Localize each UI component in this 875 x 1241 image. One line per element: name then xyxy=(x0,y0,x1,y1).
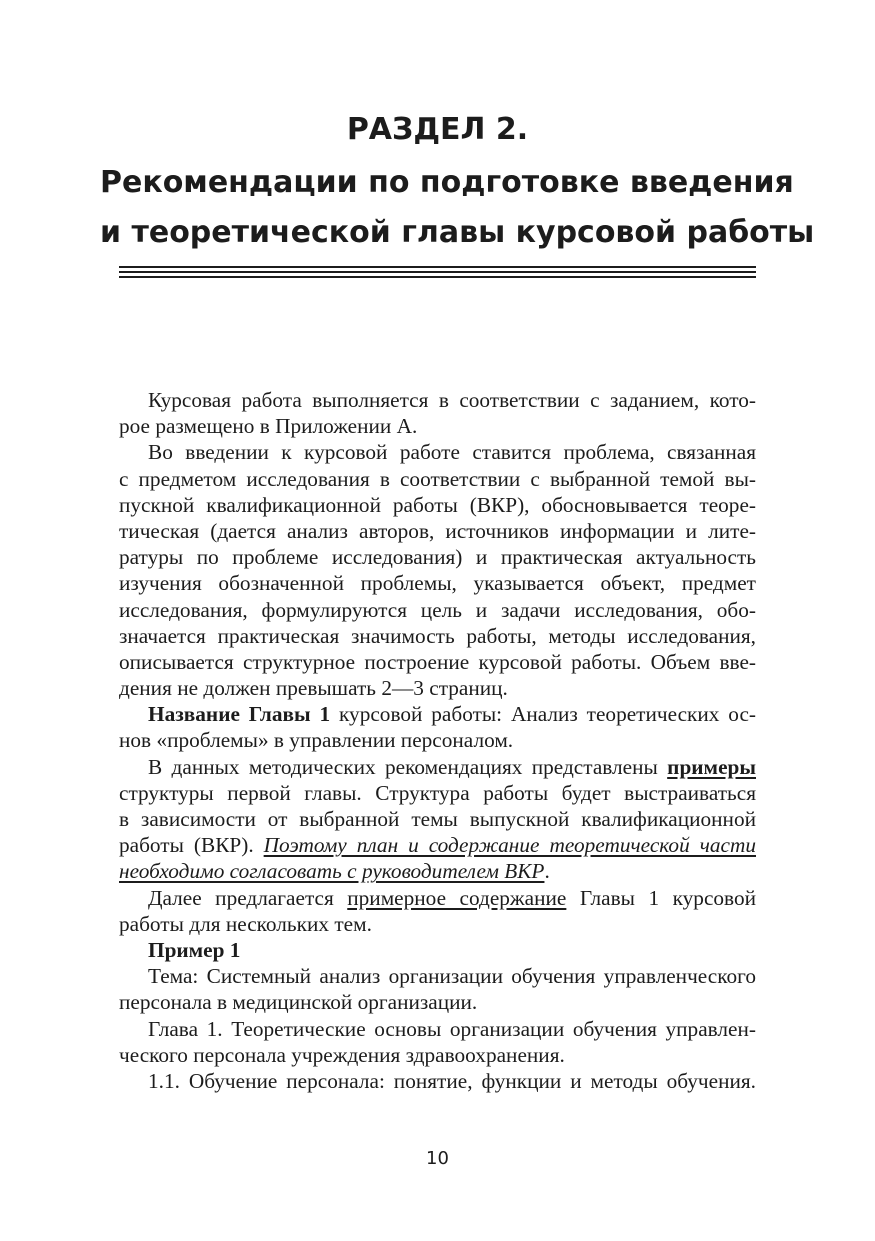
section-number: РАЗДЕЛ 2. xyxy=(346,112,529,147)
text-line: исследования, формулируются цель и задачи исследования, обо- xyxy=(119,597,756,622)
text-line xyxy=(119,754,756,780)
text-line: Курсовая работа выполняется в соответствии с заданием, кото- xyxy=(148,388,756,412)
paragraph xyxy=(119,885,756,937)
text-line: значается практическая значимость работы, методы исследования, xyxy=(119,623,756,648)
text-line: ческого персонала учреждения здравоохранения. xyxy=(119,1042,565,1067)
text-line: изучения обозначенной проблемы, указывается объект, предмет xyxy=(119,571,756,596)
text-line: ратуры по проблеме исследования) и практическая актуальность xyxy=(119,545,756,570)
text-line: работы для нескольких тем. xyxy=(119,911,372,936)
section-title-line: Рекомендации по подготовке введения xyxy=(100,165,794,200)
italic-note: необходимо согласовать с руководителем ВКР xyxy=(119,859,545,884)
text-line: дения не должен превышать 2—3 страниц. xyxy=(119,676,508,701)
text-line: пускной квалификационной работы (ВКР), обосновывается теоре- xyxy=(119,492,756,517)
text-line: в зависимости от выбранной темы выпускной квалификационной xyxy=(119,807,756,831)
divider xyxy=(119,276,756,278)
text-fragment: Главы 1 курсовой xyxy=(566,885,756,910)
example-block xyxy=(119,937,756,1094)
text-fragment: Далее предлагается xyxy=(148,885,348,910)
body-text xyxy=(119,387,756,1094)
italic-note: Поэтому план и содержание теоретической части xyxy=(263,833,756,858)
emphasized-word: примеры xyxy=(667,754,756,779)
divider xyxy=(119,266,756,268)
paragraph-chapter-name xyxy=(119,701,756,753)
underlined-phrase: примерное содержание xyxy=(347,885,567,910)
divider xyxy=(119,271,756,273)
paragraph xyxy=(119,387,756,439)
text-line xyxy=(119,885,756,911)
chapter-name-label: Название Главы 1 xyxy=(148,702,331,727)
text-line: описывается структурное построение курсовой работы. Объем вве- xyxy=(119,649,756,674)
list-item: 1.1. Обучение персонала: понятие, функции и методы обучения. xyxy=(148,1068,756,1093)
text-fragment: В данных методических рекомендациях представлены xyxy=(148,754,668,779)
text-line: Тема: Системный анализ организации обучения управленческого xyxy=(148,964,756,989)
example-title: Пример 1 xyxy=(148,937,241,962)
text-line xyxy=(119,701,756,727)
text-line: тическая (дается анализ авторов, источников информации и лите- xyxy=(119,518,756,543)
text-line: рое размещено в Приложении А. xyxy=(119,414,418,439)
text-line xyxy=(119,832,756,858)
text-fragment: работы (ВКР). xyxy=(119,833,264,858)
text-fragment: курсовой работы: Анализ теоретических ос- xyxy=(330,702,756,727)
text-line xyxy=(119,858,756,884)
text-line: Во введении к курсовой работе ставится проблема, связанная xyxy=(148,440,756,465)
text-fragment: . xyxy=(544,859,550,884)
text-line: с предметом исследования в соответствии с выбранной темой вы- xyxy=(119,466,756,491)
text-line: персонала в медицинской организации. xyxy=(119,990,478,1015)
text-line: нов «проблемы» в управлении персоналом. xyxy=(119,728,514,753)
page-number: 10 xyxy=(426,1148,449,1169)
text-line: структуры первой главы. Структура работы будет выстраиваться xyxy=(119,780,756,805)
paragraph xyxy=(119,439,756,701)
section-title-line: и теоретической главы курсовой работы xyxy=(100,215,815,250)
paragraph xyxy=(119,754,756,885)
text-line: Глава 1. Теоретические основы организации обучения управлен- xyxy=(148,1016,756,1041)
